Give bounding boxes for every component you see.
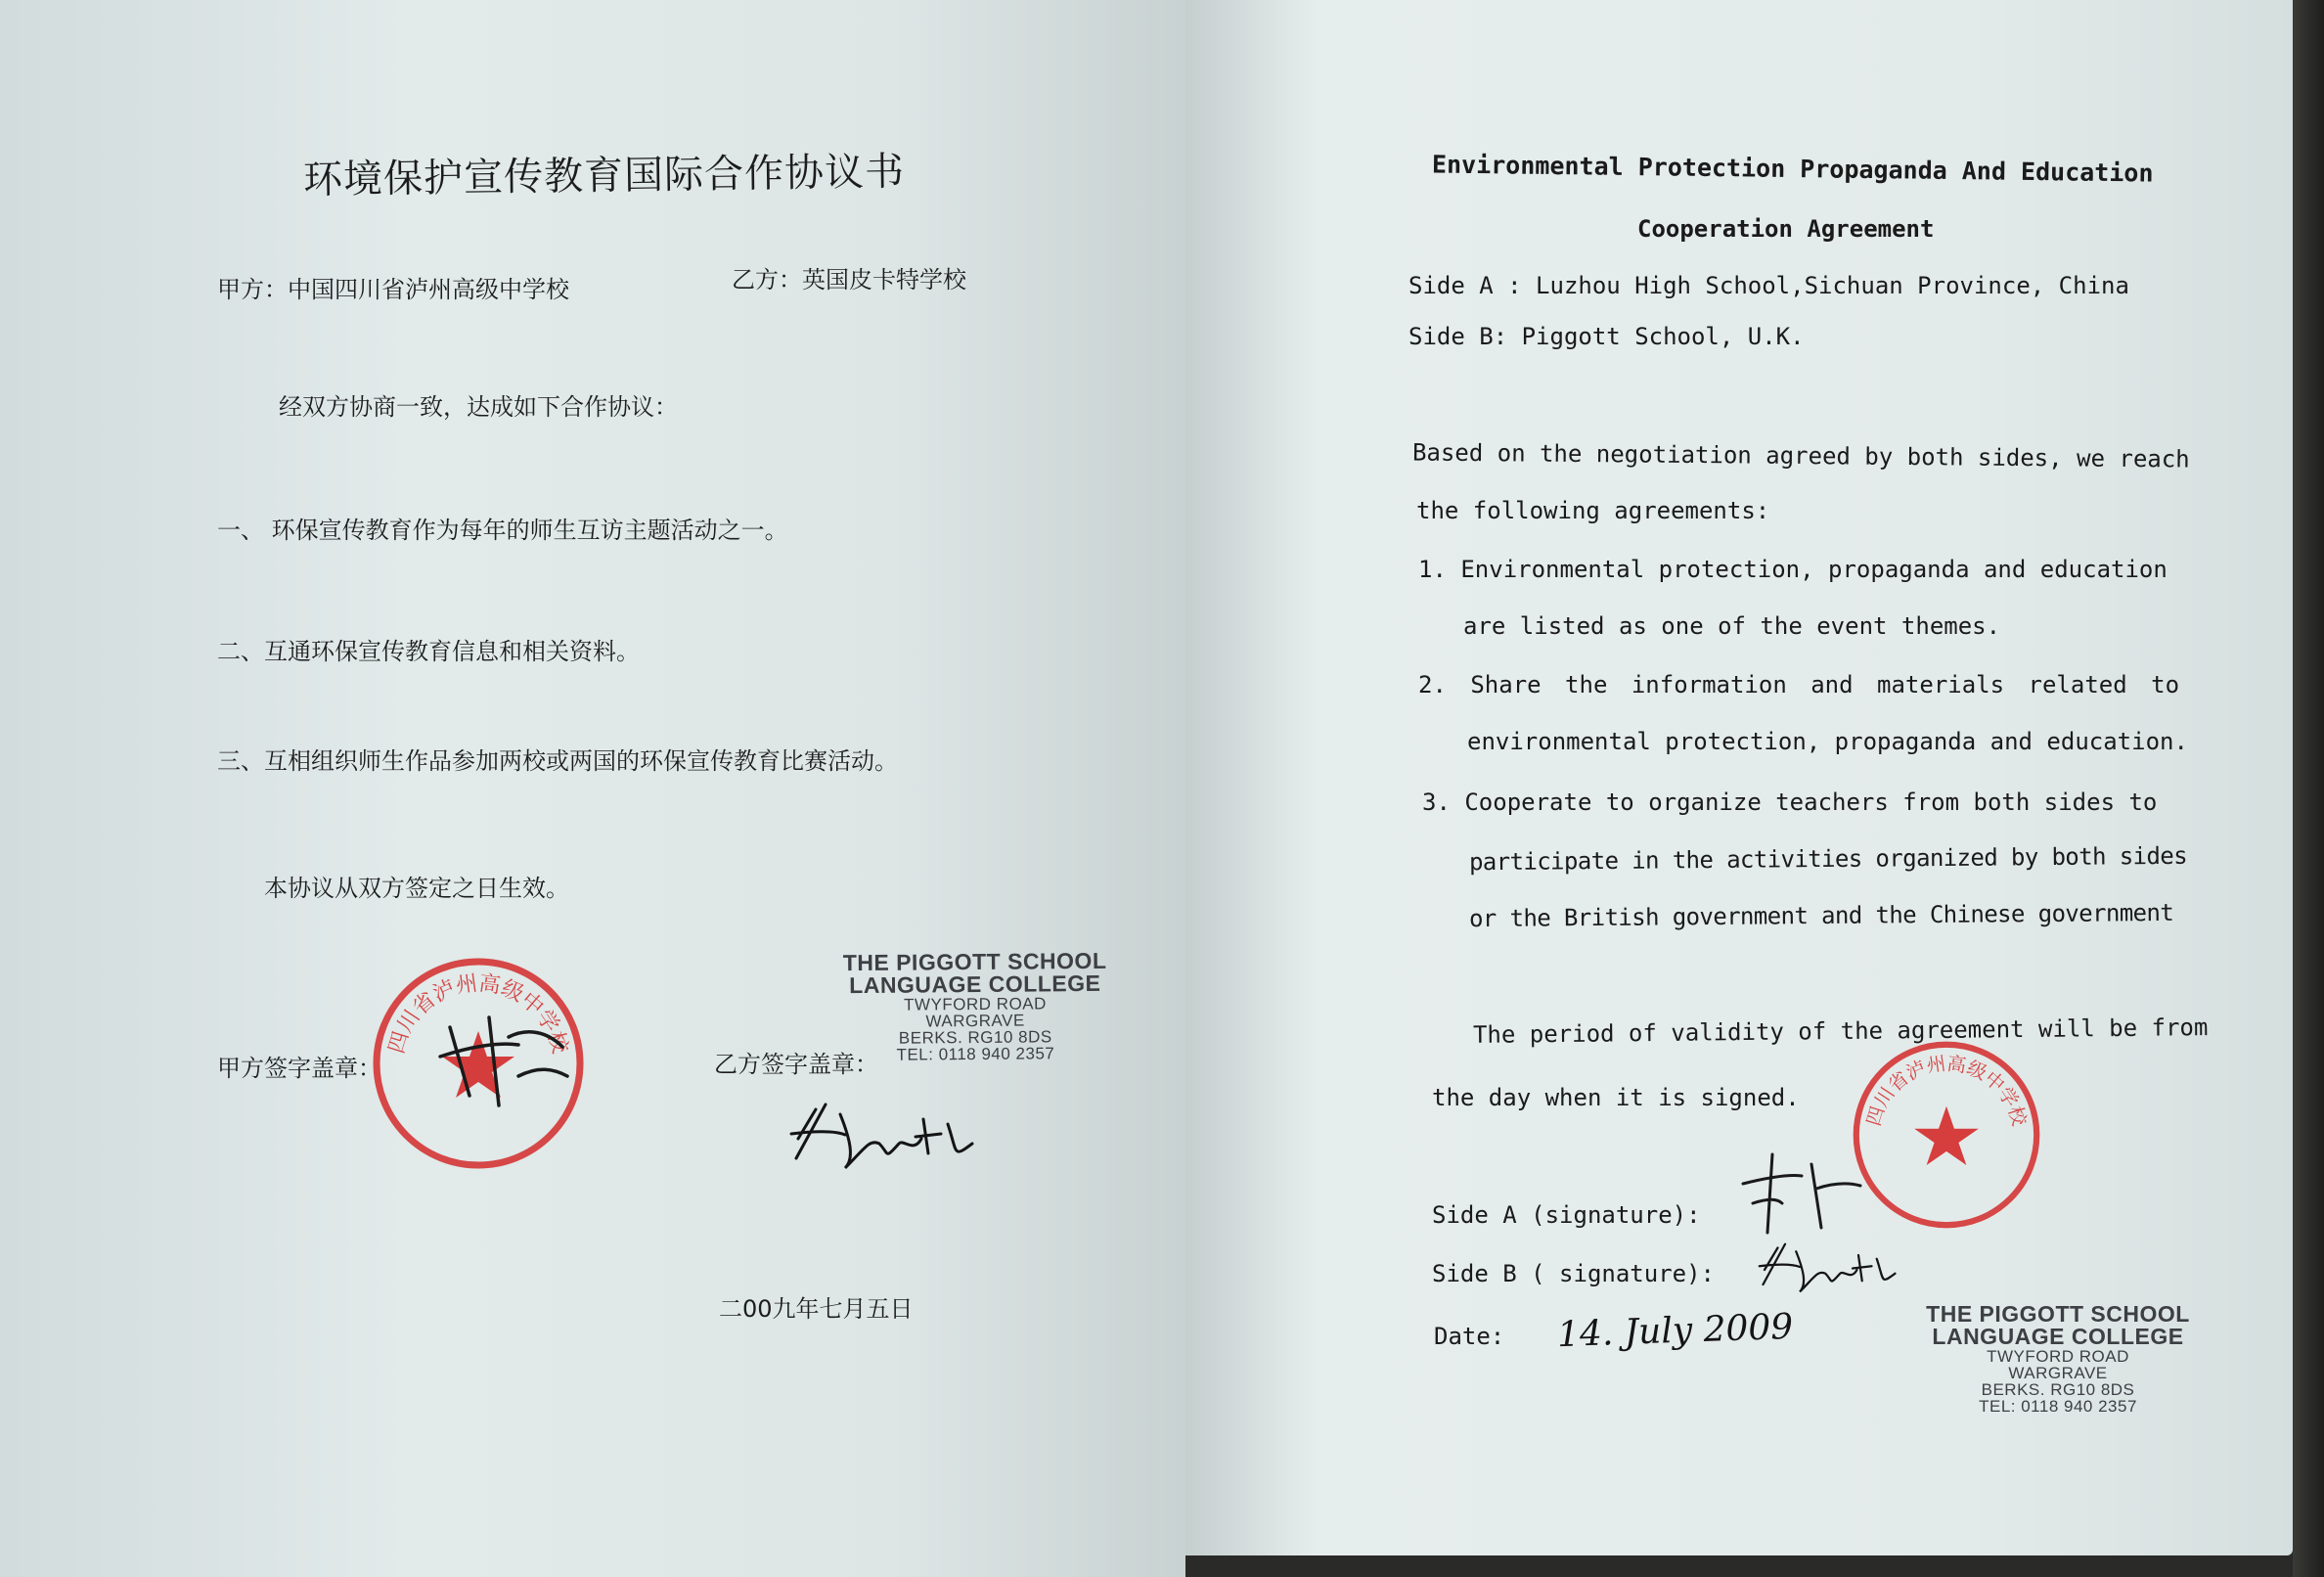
en-item2-line2: environmental protection, propaganda and education.	[1467, 728, 2188, 755]
signature-b-left	[786, 1100, 982, 1178]
en-item1-line2: are listed as one of the event themes.	[1463, 612, 2001, 640]
cn-item-3: 三、互相组织师生作品参加两校或两国的环保宣传教育比赛活动。	[217, 747, 898, 775]
cn-item-2: 二、互通环保宣传教育信息和相关资料。	[217, 638, 640, 665]
en-date-label: Date:	[1434, 1323, 1505, 1350]
en-item3-line3: or the British government and the Chinese government	[1468, 898, 2174, 933]
en-intro-line1: Based on the negotiation agreed by both sides, we reach	[1411, 438, 2190, 473]
cn-party-a: 甲方：中国四川省泸州高级中学校	[217, 276, 569, 303]
en-side-b: Side B: Piggott School, U.K.	[1408, 323, 1805, 350]
en-side-a: Side A : Luzhou High School,Sichuan Province, China	[1408, 272, 2129, 299]
school-stamp-right: THE PIGGOTT SCHOOL LANGUAGE COLLEGE TWYFORD ROAD WARGRAVE BERKS. RG10 8DS TEL: 0118 940 2357	[1926, 1301, 2190, 1416]
cn-title: 环境保护宣传教育国际合作协议书	[302, 149, 906, 203]
cn-sign-b-label: 乙方签字盖章：	[714, 1051, 878, 1078]
svg-text:四川省泸州高级中学校: 四川省泸州高级中学校	[1861, 1052, 2032, 1129]
en-sign-b-label: Side B ( signature):	[1432, 1260, 1715, 1287]
svg-text:四川省泸州高级中学校: 四川省泸州高级中学校	[384, 970, 572, 1057]
cn-party-b: 乙方：英国皮卡特学校	[732, 266, 966, 293]
en-intro-line2: the following agreements:	[1416, 497, 1770, 524]
school-stamp-left: THE PIGGOTT SCHOOL LANGUAGE COLLEGE TWYFORD ROAD WARGRAVE BERKS. RG10 8DS TEL: 0118 940 2357	[842, 947, 1107, 1064]
en-item3-line2: participate in the activities organized by both sides	[1468, 841, 2188, 877]
background-edge	[2293, 0, 2324, 1577]
en-item1-line1: 1. Environmental protection, propaganda and education	[1418, 556, 2168, 583]
cn-sign-a-label: 甲方签字盖章：	[217, 1055, 381, 1082]
cn-item-1: 一、 环保宣传教育作为每年的师生互访主题活动之一。	[217, 517, 788, 544]
cn-intro: 经双方协商一致，达成如下合作协议：	[279, 393, 678, 421]
signature-b-right	[1741, 1240, 1917, 1299]
en-validity-line2: the day when it is signed.	[1432, 1084, 1800, 1111]
cn-date: 二00九年七月五日	[719, 1295, 914, 1323]
en-validity-line1: The period of validity of the agreement will be from	[1472, 1014, 2209, 1049]
english-agreement-page	[1185, 0, 2293, 1555]
en-date-handwritten: 14. July 2009	[1556, 1306, 1794, 1356]
en-sign-a-label: Side A (signature):	[1432, 1201, 1701, 1229]
en-item2-line1: 2. Share the information and materials related to	[1418, 671, 2180, 698]
cn-effective: 本协议从双方签定之日生效。	[264, 875, 569, 902]
en-item3-line1: 3. Cooperate to organize teachers from both sides to	[1422, 788, 2158, 816]
signature-a-right	[1733, 1145, 1870, 1242]
en-title-line2: Cooperation Agreement	[1637, 215, 1935, 243]
signature-a-left	[430, 1008, 577, 1115]
en-title-line1: Environmental Protection Propaganda And Education	[1431, 150, 2154, 188]
red-seal-right	[1847, 1035, 2046, 1235]
